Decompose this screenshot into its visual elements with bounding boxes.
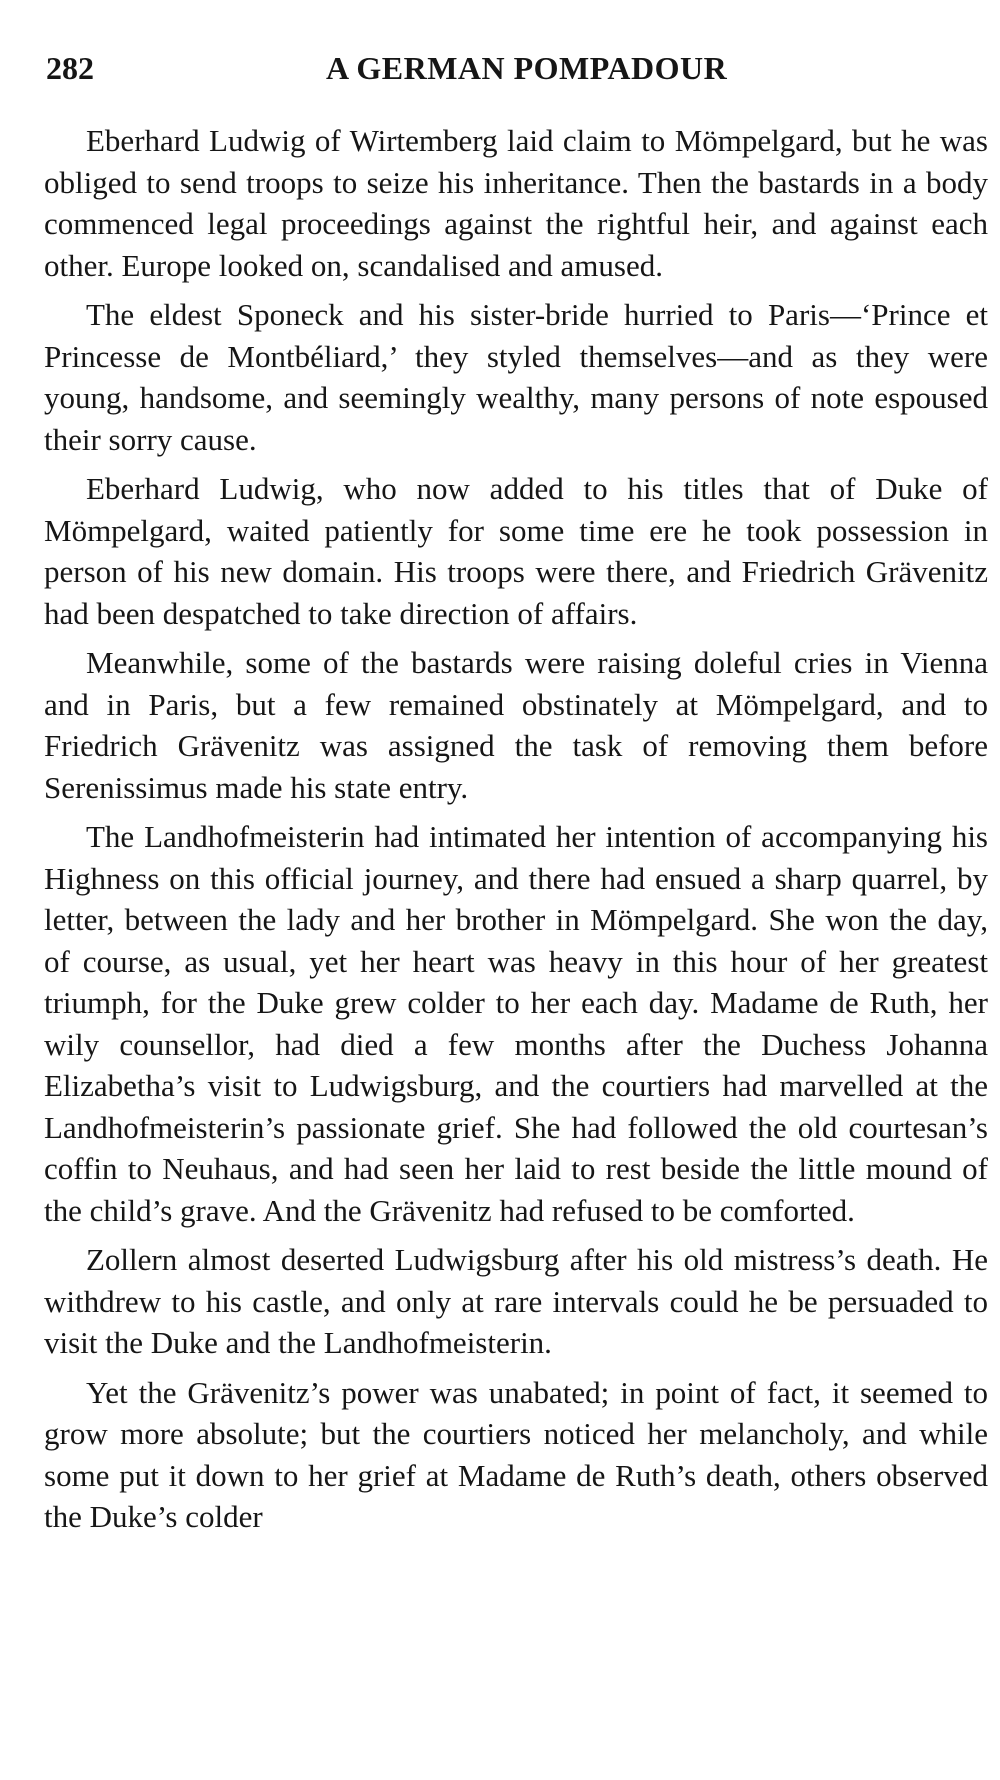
paragraph-1: Eberhard Ludwig of Wirtemberg laid claim to Mömpelgard, but he was obliged to send troops to seize his inheritance. Then the bastards in a body commenced legal proceedings against the rightful heir, and against each other. Europe looked on, scandalised and amused. — [44, 123, 988, 283]
paragraph-7: Yet the Grävenitz’s power was unabated; in point of fact, it seemed to grow more absolute; but the courtiers noticed her melancholy, and while some put it down to her grief at Madame de Ruth’s death, others observed the Duke’s colder — [44, 1374, 988, 1534]
paragraph-6: Zollern almost deserted Ludwigsburg after his old mistress’s death. He withdrew to his castle, and only at rare intervals could he be persuaded to visit the Duke and the Landhofmeisterin. — [44, 1242, 988, 1360]
running-head — [46, 44, 990, 92]
paragraph-5: The Landhofmeisterin had intimated her intention of accompanying his Highness on this official journey, and there had ensued a sharp quarrel, by letter, between the lady and her brother in Mömpelgard. She won the day, of course, as usual, yet her heart was heavy in this hour of her greatest triumph, for the Duke grew colder to her each day. Madame de Ruth, her wily counsellor, had died a few months after the Duchess Johanna Elizabetha’s visit to Ludwigsburg, and the courtiers had marvelled at the Landhofmeisterin’s passionate grief. She had followed the old courtesan’s coffin to Neuhaus, and had seen her laid to rest beside the little mound of the child’s grave. And the Grävenitz had refused to be comforted. — [44, 819, 988, 1228]
paragraph-3: Eberhard Ludwig, who now added to his titles that of Duke of Mömpelgard, waited patiently for some time ere he took possession in person of his new domain. His troops were there, and Friedrich Grävenitz had been despatched to take direction of affairs. — [44, 471, 988, 631]
running-title: A GERMAN POMPADOUR — [326, 50, 728, 86]
paragraph-2: The eldest Sponeck and his sister-bride hurried to Paris—‘Prince et Princesse de Montbéliard,’ they styled themselves—and as they were young, handsome, and seemingly wealthy, many persons of note espoused their sorry cause. — [44, 297, 988, 457]
page-number: 282 — [46, 50, 94, 86]
paragraph-4: Meanwhile, some of the bastards were raising doleful cries in Vienna and in Paris, but a few remained obstinately at Mömpelgard, and to Friedrich Grävenitz was assigned the task of removing them before Serenissimus made his state entry. — [44, 645, 988, 805]
body-text — [44, 120, 988, 1546]
